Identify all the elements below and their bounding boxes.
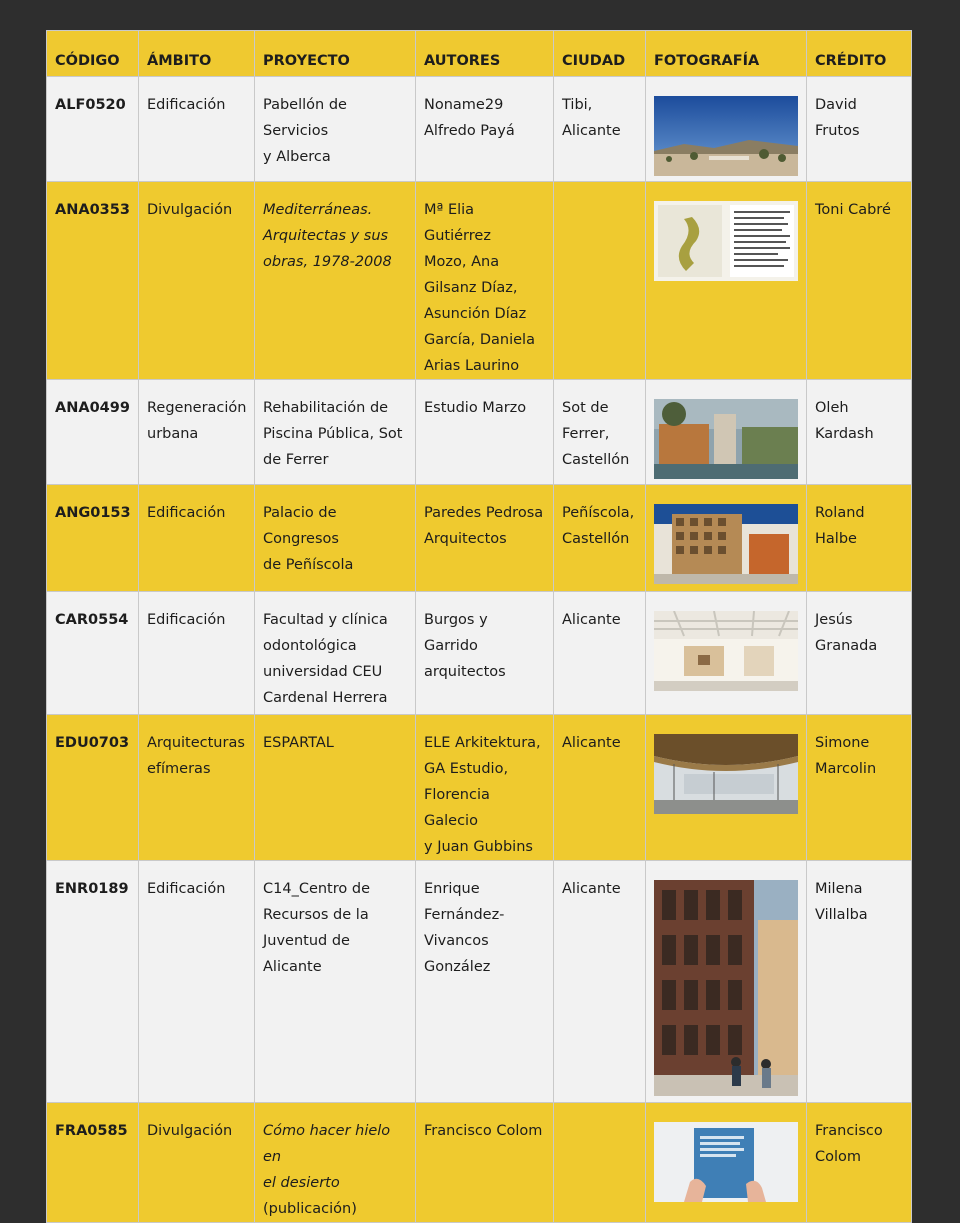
code-cell <box>47 182 139 380</box>
project-cell <box>255 380 416 485</box>
credit-cell <box>807 77 912 182</box>
credit-cell <box>807 1103 912 1223</box>
scope-line: Regeneración <box>147 400 247 416</box>
project-cell <box>255 592 416 715</box>
authors-line: Estudio Marzo <box>424 400 527 416</box>
authors-cell <box>416 380 554 485</box>
header-fotografia: FOTOGRAFÍA <box>646 31 807 77</box>
scope-cell <box>139 485 255 592</box>
project-line: Facultad y clínica <box>263 612 388 628</box>
code-text: ALF0520 <box>55 97 126 113</box>
authors-line: Mozo, Ana <box>424 254 500 270</box>
authors-line: Asunción Díaz <box>424 306 527 322</box>
city-cell <box>554 715 646 861</box>
project-line: de Peñíscola <box>263 557 354 573</box>
city-cell <box>554 861 646 1103</box>
scope-line: Edificación <box>147 881 226 897</box>
authors-cell <box>416 715 554 861</box>
credit-line: Jesús <box>815 612 853 628</box>
table-row <box>47 1103 912 1223</box>
authors-line: Arias Laurino <box>424 358 520 374</box>
scope-line: Edificación <box>147 97 226 113</box>
project-cell <box>255 182 416 380</box>
city-cell <box>554 380 646 485</box>
project-cell <box>255 1103 416 1223</box>
project-line: obras, 1978-2008 <box>263 254 392 270</box>
header-proyecto: PROYECTO <box>255 31 416 77</box>
city-line: Tibi, <box>562 97 593 113</box>
scope-cell <box>139 592 255 715</box>
project-cell <box>255 861 416 1103</box>
credit-line: Kardash <box>815 426 874 442</box>
pool-photo <box>654 399 798 479</box>
code-cell <box>47 861 139 1103</box>
table-row <box>47 182 912 380</box>
photo-cell <box>646 592 807 715</box>
city-cell <box>554 592 646 715</box>
city-line: Alicante <box>562 735 621 751</box>
project-line: Juventud de Alicante <box>263 933 350 975</box>
authors-line: GA Estudio, <box>424 761 509 777</box>
catalogue-sheet <box>46 30 911 1217</box>
authors-line: Enrique <box>424 881 480 897</box>
city-line: Castellón <box>562 531 630 547</box>
authors-line: Burgos y Garrido <box>424 612 488 654</box>
authors-line: Fernández- <box>424 907 505 923</box>
code-text: ANA0499 <box>55 400 130 416</box>
credit-line: David Frutos <box>815 97 860 139</box>
project-line: y Alberca <box>263 149 331 165</box>
code-cell <box>47 77 139 182</box>
project-cell <box>255 715 416 861</box>
code-cell <box>47 592 139 715</box>
project-cell <box>255 77 416 182</box>
photo-cell <box>646 1103 807 1223</box>
project-cell <box>255 485 416 592</box>
scope-cell <box>139 1103 255 1223</box>
table-row <box>47 861 912 1103</box>
scope-line: Divulgación <box>147 202 233 218</box>
project-line: Arquitectas y sus <box>263 228 389 244</box>
credit-line: Colom <box>815 1149 862 1165</box>
table-row <box>47 485 912 592</box>
authors-cell <box>416 1103 554 1223</box>
city-line: Alicante <box>562 123 621 139</box>
credit-line: Milena <box>815 881 863 897</box>
authors-cell <box>416 485 554 592</box>
photo-cell <box>646 380 807 485</box>
photo-cell <box>646 715 807 861</box>
credit-line: Villalba <box>815 907 868 923</box>
authors-line: Noname29 <box>424 97 504 113</box>
city-line: Castellón <box>562 452 630 468</box>
authors-line: ELE Arkitektura, <box>424 735 541 751</box>
authors-line: Florencia Galecio <box>424 787 490 829</box>
project-line: Piscina Pública, Sot <box>263 426 403 442</box>
header-ambito: ÁMBITO <box>139 31 255 77</box>
code-text: ANA0353 <box>55 202 130 218</box>
table-row <box>47 380 912 485</box>
authors-line: García, Daniela <box>424 332 535 348</box>
project-line: universidad CEU <box>263 664 383 680</box>
authors-line: y Juan Gubbins <box>424 839 533 855</box>
code-text: FRA0585 <box>55 1123 128 1139</box>
projects-table <box>46 30 912 1223</box>
scope-cell <box>139 380 255 485</box>
credit-line: Simone <box>815 735 870 751</box>
interior-photo <box>654 611 798 691</box>
header-row <box>47 31 912 77</box>
code-cell <box>47 485 139 592</box>
authors-line: Paredes Pedrosa <box>424 505 544 521</box>
authors-cell <box>416 861 554 1103</box>
city-line: Sot de <box>562 400 609 416</box>
project-line: odontológica <box>263 638 357 654</box>
project-line: C14_Centro de <box>263 881 370 897</box>
credit-cell <box>807 182 912 380</box>
city-cell <box>554 1103 646 1223</box>
code-cell <box>47 380 139 485</box>
photo-cell <box>646 485 807 592</box>
header-autores: AUTORES <box>416 31 554 77</box>
project-line: Recursos de la <box>263 907 369 923</box>
project-suffix: (publicación) <box>263 1201 357 1217</box>
header-codigo: CÓDIGO <box>47 31 139 77</box>
scope-line: efímeras <box>147 761 211 777</box>
authors-cell <box>416 592 554 715</box>
authors-line: Gilsanz Díaz, <box>424 280 518 296</box>
table-row <box>47 77 912 182</box>
credit-line: Halbe <box>815 531 857 547</box>
scope-line: Arquitecturas <box>147 735 245 751</box>
city-line: Peñíscola, <box>562 505 635 521</box>
scope-cell <box>139 861 255 1103</box>
credit-line: Roland <box>815 505 865 521</box>
authors-line: González <box>424 959 491 975</box>
authors-line: Francisco Colom <box>424 1123 543 1139</box>
project-line: Cómo hacer hielo en <box>263 1123 391 1165</box>
code-text: EDU0703 <box>55 735 130 751</box>
city-cell <box>554 182 646 380</box>
scope-line: Edificación <box>147 505 226 521</box>
photo-cell <box>646 861 807 1103</box>
credit-line: Marcolin <box>815 761 877 777</box>
project-line: Cardenal Herrera <box>263 690 388 706</box>
project-line: ESPARTAL <box>263 735 334 751</box>
credit-line: Oleh <box>815 400 849 416</box>
project-line: Rehabilitación de <box>263 400 389 416</box>
table-row <box>47 715 912 861</box>
city-cell <box>554 77 646 182</box>
authors-cell <box>416 182 554 380</box>
project-line: Palacio de Congresos <box>263 505 339 547</box>
credit-cell <box>807 592 912 715</box>
authors-line: Alfredo Payá <box>424 123 515 139</box>
code-text: ANG0153 <box>55 505 131 521</box>
project-line: Pabellón de Servicios <box>263 97 347 139</box>
authors-line: Vivancos <box>424 933 489 949</box>
city-cell <box>554 485 646 592</box>
photo-cell <box>646 77 807 182</box>
scope-cell <box>139 715 255 861</box>
canopy-photo <box>654 734 798 814</box>
book-in-hands-photo <box>654 1122 798 1202</box>
project-line: Mediterráneas. <box>263 202 373 218</box>
city-line: Alicante <box>562 612 621 628</box>
credit-line: Toni Cabré <box>815 202 891 218</box>
credit-cell <box>807 380 912 485</box>
header-credito: CRÉDITO <box>807 31 912 77</box>
scope-line: Divulgación <box>147 1123 233 1139</box>
scope-line: Edificación <box>147 612 226 628</box>
authors-cell <box>416 77 554 182</box>
code-cell <box>47 1103 139 1223</box>
project-line: el desierto <box>263 1175 340 1191</box>
scope-cell <box>139 182 255 380</box>
book-spread-photo <box>654 201 798 281</box>
authors-line: Mª Elia Gutiérrez <box>424 202 491 244</box>
authors-line: arquitectos <box>424 664 506 680</box>
credit-line: Granada <box>815 638 878 654</box>
header-ciudad: CIUDAD <box>554 31 646 77</box>
scope-cell <box>139 77 255 182</box>
code-text: CAR0554 <box>55 612 129 628</box>
landscape-photo <box>654 96 798 176</box>
city-line: Ferrer, <box>562 426 610 442</box>
credit-line: Francisco <box>815 1123 883 1139</box>
code-cell <box>47 715 139 861</box>
table-row <box>47 592 912 715</box>
scope-line: urbana <box>147 426 199 442</box>
city-line: Alicante <box>562 881 621 897</box>
street-building-photo <box>654 880 798 1096</box>
credit-cell <box>807 485 912 592</box>
code-text: ENR0189 <box>55 881 129 897</box>
credit-cell <box>807 715 912 861</box>
project-line: de Ferrer <box>263 452 329 468</box>
authors-line: Arquitectos <box>424 531 507 547</box>
credit-cell <box>807 861 912 1103</box>
facade-photo <box>654 504 798 584</box>
photo-cell <box>646 182 807 380</box>
